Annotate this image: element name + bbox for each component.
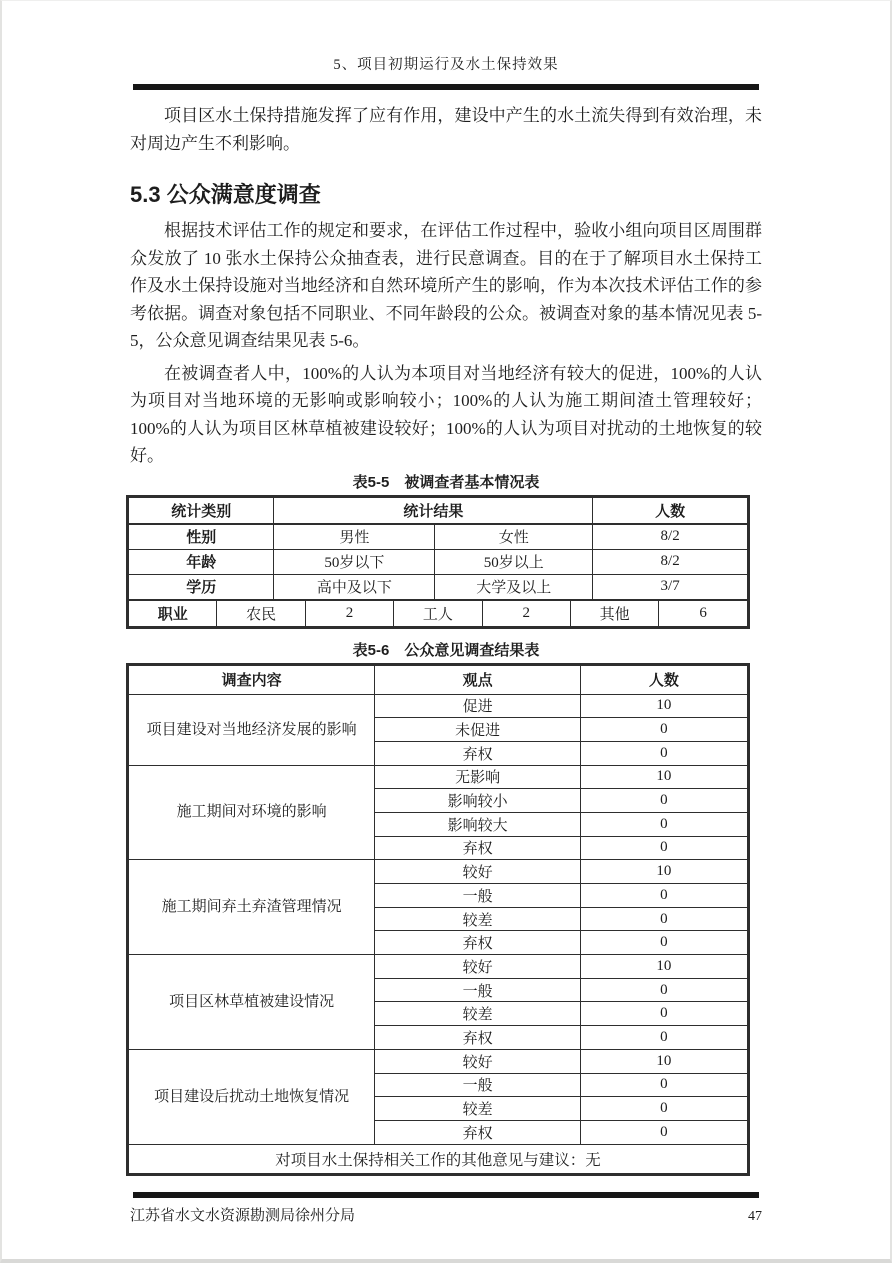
other-opinions-note: 对项目水土保持相关工作的其他意见与建议：无 <box>129 1144 748 1173</box>
survey-count: 0 <box>580 718 747 742</box>
table-5-6-row <box>129 860 748 884</box>
survey-opinion: 弃权 <box>375 1120 581 1144</box>
col-header-survey-content: 调查内容 <box>129 665 375 694</box>
occupation-cell: 其他 <box>570 600 658 626</box>
occupation-cell: 工人 <box>394 600 482 626</box>
survey-count: 0 <box>580 836 747 860</box>
stat-option-a: 高中及以下 <box>274 574 435 599</box>
stat-option-a: 50岁以下 <box>274 549 435 574</box>
table-5-6 <box>126 663 750 1176</box>
survey-opinion: 无影响 <box>375 765 581 789</box>
survey-opinion: 一般 <box>375 978 581 1002</box>
survey-count: 10 <box>580 1049 747 1073</box>
stat-count: 8/2 <box>593 524 748 549</box>
table-5-6-row <box>129 765 748 789</box>
survey-count: 10 <box>580 955 747 979</box>
paragraph-intro: 项目区水土保持措施发挥了应有作用，建设中产生的水土流失得到有效治理，未对周边产生不利影响。 <box>130 106 762 153</box>
survey-opinion: 影响较大 <box>375 812 581 836</box>
col-header-result: 统计结果 <box>274 497 593 523</box>
table-5-5-header <box>128 497 748 524</box>
survey-opinion: 一般 <box>375 1073 581 1097</box>
stat-option-b: 女性 <box>435 524 593 549</box>
stat-count: 8/2 <box>593 549 748 574</box>
table-note-row <box>129 1144 748 1173</box>
page-footer <box>130 1204 762 1225</box>
table-5-6-row <box>129 694 748 718</box>
table-5-5-row <box>129 574 748 599</box>
survey-topic: 项目建设对当地经济发展的影响 <box>129 694 375 765</box>
survey-count: 0 <box>580 1120 747 1144</box>
occupation-cell: 2 <box>482 600 570 626</box>
col-header-opinion: 观点 <box>375 665 581 694</box>
col-header-count: 人数 <box>580 665 747 694</box>
page-content <box>130 102 762 1176</box>
stat-category: 年龄 <box>129 549 274 574</box>
footer-rule <box>133 1192 759 1198</box>
survey-topic: 施工期间对环境的影响 <box>129 765 375 860</box>
survey-count: 0 <box>580 1097 747 1121</box>
paragraph-survey-method: 根据技术评估工作的规定和要求，在评估工作过程中，验收小组向项目区周围群众发放了 10 张水土保持公众抽查表，进行民意调查。目的在于了解项目水土保持工作及水土保持设施对当地经济和自然环境所产生的影响，作为本次技术评估工作的参考依据。调查对象包括不同职业、不同年龄段的公众。被调查对象的基本情况见表 5-5，公众意见调查结果见表 5-6。 <box>130 221 762 350</box>
survey-opinion: 一般 <box>375 884 581 908</box>
stat-option-b: 50岁以上 <box>435 549 593 574</box>
survey-opinion: 弃权 <box>375 931 581 955</box>
table-5-5-occupation-row <box>129 600 748 626</box>
col-header-category: 统计类别 <box>129 497 274 523</box>
survey-count: 0 <box>580 812 747 836</box>
survey-opinion: 较好 <box>375 860 581 884</box>
survey-topic: 施工期间弃土弃渣管理情况 <box>129 860 375 955</box>
page-number: 47 <box>748 1208 762 1224</box>
table-header-row <box>129 665 748 694</box>
running-header: 5、项目初期运行及水土保持效果 <box>333 57 559 73</box>
survey-count: 0 <box>580 978 747 1002</box>
occupation-cell: 2 <box>305 600 393 626</box>
survey-count: 0 <box>580 931 747 955</box>
stat-category: 学历 <box>129 574 274 599</box>
survey-opinion: 弃权 <box>375 836 581 860</box>
survey-opinion: 较差 <box>375 1097 581 1121</box>
occupation-cell: 农民 <box>217 600 305 626</box>
occupation-cell: 6 <box>659 600 748 626</box>
table-5-6-row <box>129 1049 748 1073</box>
survey-count: 10 <box>580 860 747 884</box>
table-5-5-title: 表5-5 被调查者基本情况表 <box>352 473 540 491</box>
paragraph-survey-results: 在被调查者人中，100%的人认为本项目对当地经济有较大的促进，100%的人认为项目对当地环境的无影响或影响较小；100%的人认为施工期间渣土管理较好；100%的人认为项目区林草植被建设较好；100%的人认为项目对扰动的土地恢复的较好。 <box>130 363 762 465</box>
survey-count: 0 <box>580 1073 747 1097</box>
stat-category: 职业 <box>129 600 217 626</box>
survey-opinion: 未促进 <box>375 718 581 742</box>
survey-opinion: 弃权 <box>375 1026 581 1050</box>
table-5-5-row <box>129 524 748 549</box>
survey-opinion: 弃权 <box>375 741 581 765</box>
table-5-5-body <box>128 524 748 600</box>
survey-opinion: 较差 <box>375 1002 581 1026</box>
stat-count: 3/7 <box>593 574 748 599</box>
header-rule <box>133 84 759 90</box>
survey-count: 0 <box>580 789 747 813</box>
table-header-row <box>129 497 748 523</box>
stat-category: 性别 <box>129 524 274 549</box>
survey-opinion: 较好 <box>375 1049 581 1073</box>
survey-opinion: 影响较小 <box>375 789 581 813</box>
survey-count: 0 <box>580 884 747 908</box>
stat-option-b: 大学及以上 <box>435 574 593 599</box>
table-5-5-row <box>129 549 748 574</box>
survey-opinion: 较差 <box>375 907 581 931</box>
table-5-5 <box>126 495 750 629</box>
table-5-5-occupation-row <box>128 600 748 627</box>
survey-opinion: 促进 <box>375 694 581 718</box>
table-5-6-row <box>129 955 748 979</box>
survey-count: 0 <box>580 741 747 765</box>
survey-count: 10 <box>580 765 747 789</box>
footer-organization: 江苏省水文水资源勘测局徐州分局 <box>130 1207 356 1224</box>
section-heading: 5.3 公众满意度调查 <box>130 182 321 207</box>
stat-option-a: 男性 <box>274 524 435 549</box>
survey-count: 0 <box>580 1026 747 1050</box>
col-header-count: 人数 <box>593 497 748 523</box>
survey-count: 0 <box>580 907 747 931</box>
table-5-6-title: 表5-6 公众意见调查结果表 <box>352 641 540 659</box>
survey-count: 0 <box>580 1002 747 1026</box>
survey-topic: 项目区林草植被建设情况 <box>129 955 375 1050</box>
survey-count: 10 <box>580 694 747 718</box>
survey-opinion: 较好 <box>375 955 581 979</box>
survey-topic: 项目建设后扰动土地恢复情况 <box>129 1049 375 1144</box>
